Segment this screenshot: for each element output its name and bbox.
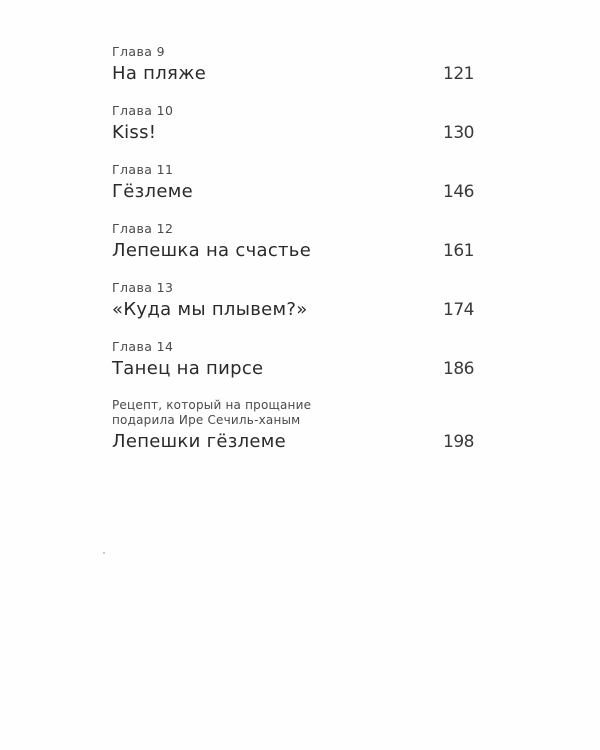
chapter-label: Глава 14: [112, 339, 174, 354]
page-number: 186: [443, 359, 474, 379]
page-number: 146: [443, 182, 474, 202]
recipe-label-line-1: Рецепт, который на прощание: [112, 398, 312, 412]
title-row: [112, 181, 474, 203]
page-number: 130: [443, 123, 474, 143]
table-of-contents: [112, 44, 474, 478]
chapter-label: Глава 9: [112, 44, 166, 59]
toc-entry-recipe[interactable]: [112, 398, 474, 478]
recipe-label-line-2: подарила Ире Сечиль-ханым: [112, 413, 301, 427]
page-number: 121: [443, 64, 474, 84]
toc-entry-chapter-11[interactable]: [112, 162, 474, 221]
page-number: 198: [443, 432, 474, 452]
title-row: [112, 63, 474, 85]
title-row: [112, 299, 474, 321]
chapter-label: Глава 12: [112, 221, 174, 236]
chapter-title: «Куда мы плывем?»: [112, 299, 308, 320]
page-number: 161: [443, 241, 474, 261]
chapter-title: Гёзлеме: [112, 181, 193, 202]
chapter-label: Глава 13: [112, 280, 174, 295]
chapter-title: Танец на пирсе: [112, 358, 264, 379]
chapter-title: Лепешка на счастье: [112, 240, 312, 261]
toc-entry-chapter-9[interactable]: [112, 44, 474, 103]
recipe-title: Лепешки гёзлеме: [112, 431, 287, 452]
title-row: [112, 358, 474, 380]
toc-entry-chapter-10[interactable]: [112, 103, 474, 162]
page-number: 174: [443, 300, 474, 320]
paper-speck: [103, 552, 105, 554]
toc-entry-chapter-14[interactable]: [112, 339, 474, 398]
chapter-title: Kiss!: [112, 122, 157, 143]
title-row: [112, 240, 474, 262]
chapter-label: Глава 11: [112, 162, 174, 177]
title-row: [112, 431, 474, 453]
title-row: [112, 122, 474, 144]
chapter-title: На пляже: [112, 63, 207, 84]
toc-entry-chapter-12[interactable]: [112, 221, 474, 280]
toc-entry-chapter-13[interactable]: [112, 280, 474, 339]
chapter-label: Глава 10: [112, 103, 174, 118]
